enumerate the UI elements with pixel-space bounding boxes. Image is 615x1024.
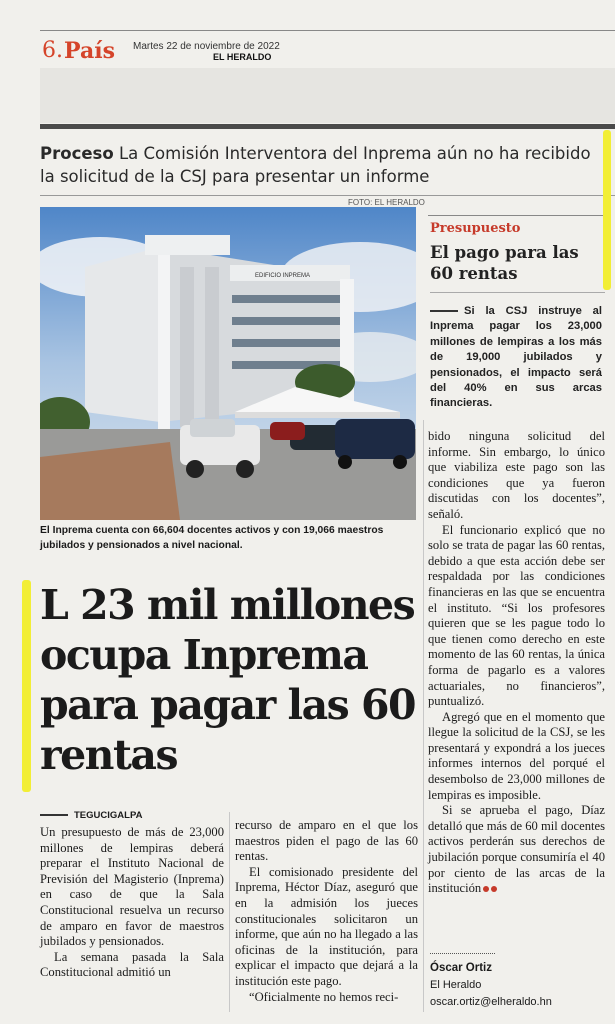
byline-publication: El Heraldo <box>430 979 482 991</box>
kicker-text: La Comisión Interventora del Inprema aún no ha recibido la solicitud de la CSJ para presentar un informe <box>40 144 591 186</box>
paragraph: bido ninguna solicitud del informe. Sin embargo, lo único que viabiliza este pago son las condiciones que ya fueron discutidas con los docentes”, señaló. <box>428 429 605 521</box>
kicker-label: Proceso <box>40 144 114 163</box>
headline: L 23 mil millones ocupa Inprema para pagar las 60 rentas <box>40 581 416 779</box>
paragraph: El comisionado presidente del Inprema, Héctor Díaz, aseguró que en la admisión los jueces constitucionales solicitaron un informe, que aún no ha llegado a las oficinas de la institución, para explicar el impacto que dejará a la institución este pago. <box>235 864 418 988</box>
highlighter-mark <box>22 580 31 792</box>
sidebar-kicker: Presupuesto <box>430 221 521 236</box>
article-column-3 <box>428 429 605 897</box>
section-name: País <box>64 38 115 64</box>
byline-divider <box>430 953 495 954</box>
dash-mark <box>40 814 68 816</box>
byline-email: oscar.ortiz@elheraldo.hn <box>430 996 552 1008</box>
gray-band <box>40 68 615 123</box>
inprema-building-photo <box>40 207 416 520</box>
paragraph: Agregó que en el momento que llegue la solicitud de la CSJ, se les presentará y expondrá a los jueces informes internos del porqué el desembolso de 23,000 millones de lempiras es imposible. <box>428 709 605 802</box>
column-rule <box>423 420 424 1012</box>
sidebar-top-rule <box>428 215 603 216</box>
paragraph <box>428 803 605 897</box>
photo-caption: El Inprema cuenta con 66,604 docentes activos y con 19,066 maestros jubilados y pensionados a nivel nacional. <box>40 525 384 551</box>
sidebar-text <box>430 304 602 412</box>
sidebar-headline: El pago para las 60 rentas <box>430 243 579 283</box>
byline-author: Óscar Ortiz <box>430 962 492 974</box>
end-mark-icon <box>491 886 497 892</box>
kicker <box>40 142 610 188</box>
end-mark-icon <box>483 886 489 892</box>
dash-mark <box>430 310 458 312</box>
building-sign-text: EDIFICIO INPREMA <box>255 273 311 279</box>
sidebar-body: Si la CSJ instruye al Inprema pagar los 23,000 millones de lempiras a los más de 19,000 jubilados y pensionados, el impacto será del 40% en sus arcas financieras. <box>430 305 602 410</box>
paragraph: “Oficialmente no hemos reci- <box>249 989 399 1004</box>
issue-date: Martes 22 de noviembre de 2022 <box>133 41 280 52</box>
dateline <box>40 810 142 821</box>
photo-credit: FOTO: EL HERALDO <box>348 198 425 207</box>
paragraph: La semana pasada la Sala Constitucional admitió un <box>40 949 224 980</box>
closing-text: Si se aprueba el pago, Díaz detalló que más de 60 mil docentes activos perderán sus derechos de jubilación porque consumiría el 40 por ciento de las arcas de la institución <box>428 803 605 896</box>
paragraph: Un presupuesto de más de 23,000 millones de lempiras deberá preparar el Instituto Nacional de Previsión del Magisterio (Inprema) en caso de que la Sala Constitucional resuelva un recurso de amparo en favor de maestros jubilados y pensionados. <box>40 825 224 949</box>
page-number: 6. <box>42 38 63 63</box>
top-rule <box>40 30 615 31</box>
article-column-2 <box>235 818 418 1005</box>
kicker-rule <box>40 195 615 196</box>
paragraph: El funcionario explicó que no solo se trata de pagar las 60 rentas, debido a que esta acción debe ser respaldada por las condiciones financieras en las que se encuentra el instituto. “Si los profesores quieren que se les pague todo lo que tienen como derecho en este momento de las 60 rentas, la única forma de pagarlo es a valores actuariales, no financieros”, puntualizó. <box>428 522 605 709</box>
paragraph: recurso de amparo en el que los maestros piden el pago de las 60 rentas. <box>235 818 418 864</box>
sidebar-rule <box>430 292 605 293</box>
dateline-text: TEGUCIGALPA <box>74 810 143 821</box>
publication-name: EL HERALDO <box>213 52 272 62</box>
article-column-1 <box>40 825 224 981</box>
section-divider <box>40 124 615 129</box>
building-illustration <box>40 207 416 520</box>
column-rule <box>229 812 230 1012</box>
